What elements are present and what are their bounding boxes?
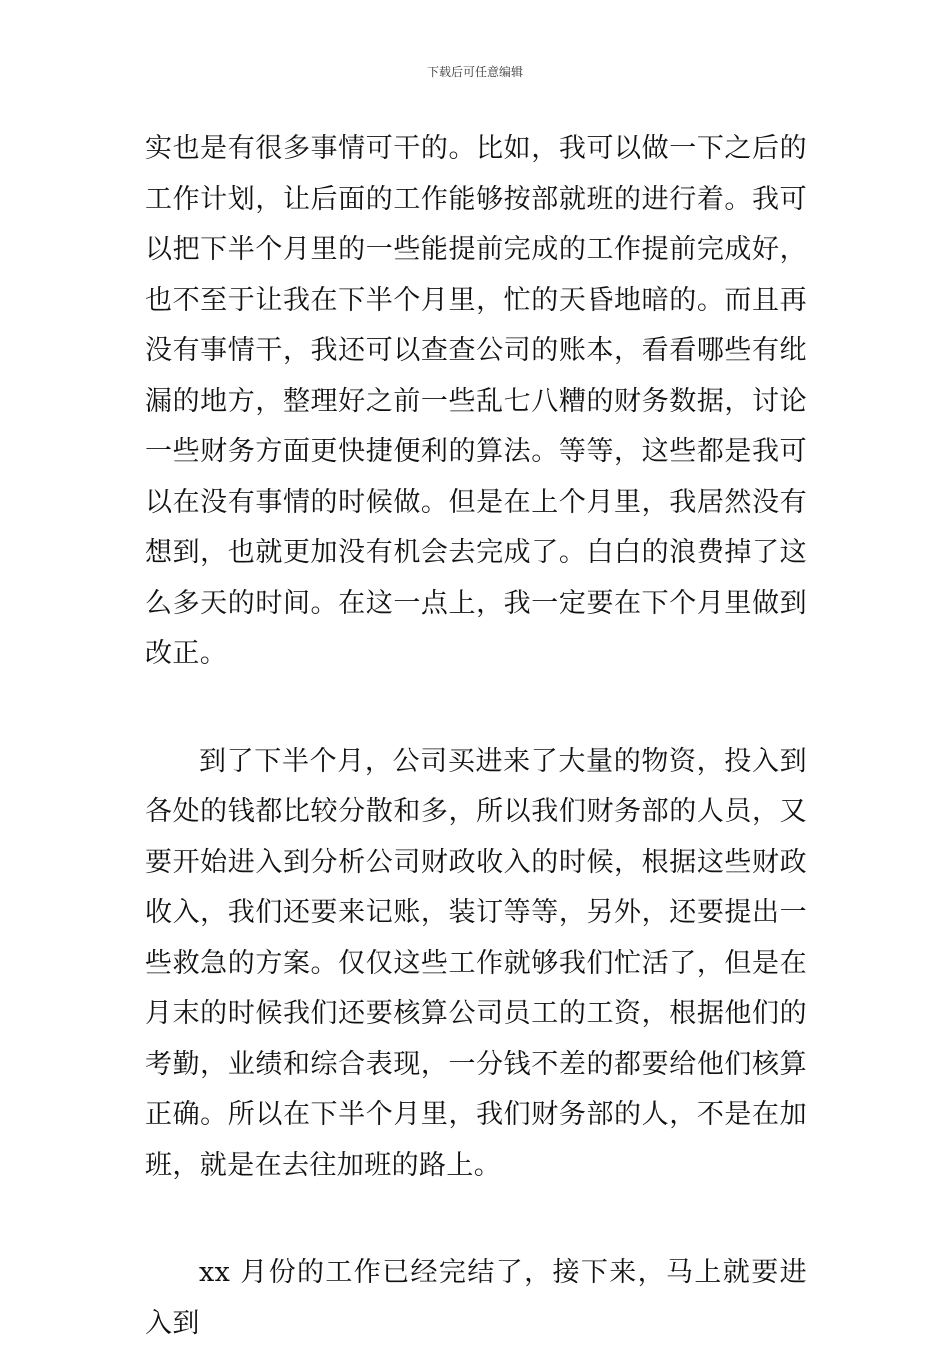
paragraph-1: 实也是有很多事情可干的。比如，我可以做一下之后的工作计划，让后面的工作能够按部就班的进行着。我可以把下半个月里的一些能提前完成的工作提前完成好，也不至于让我在下半个月里，忙的天昏地暗的。而且再没有事情干，我还可以查查公司的账本，看看哪些有纰漏的地方，整理好之前一些乱七八糟的财务数据，讨论一些财务方面更快捷便利的算法。等等，这些都是我可以在没有事情的时候做。但是在上个月里，我居然没有想到，也就更加没有机会去完成了。白白的浪费掉了这么多天的时间。在这一点上，我一定要在下个月里做到改正。 (145, 133, 807, 669)
paragraph-2: 到了下半个月，公司买进来了大量的物资，投入到各处的钱都比较分散和多，所以我们财务部的人员，又要开始进入到分析公司财政收入的时候，根据这些财政收入，我们还要来记账，装订等等，另外，还要提出一些救急的方案。仅仅这些工作就够我们忙活了，但是在月末的时候我们还要核算公司员工的工资，根据他们的考勤，业绩和综合表现，一分钱不差的都要给他们核算正确。所以在下半个月里，我们财务部的人，不是在加班，就是在去往加班的路上。 (145, 745, 807, 1181)
paragraph-3: xx 月份的工作已经完结了，接下来，马上就要进入到 (145, 1257, 807, 1339)
document-body (145, 124, 807, 1349)
paragraph-spacer (145, 680, 807, 737)
paragraph-spacer (145, 1191, 807, 1248)
header-note: 下载后可任意编辑 (426, 65, 523, 79)
